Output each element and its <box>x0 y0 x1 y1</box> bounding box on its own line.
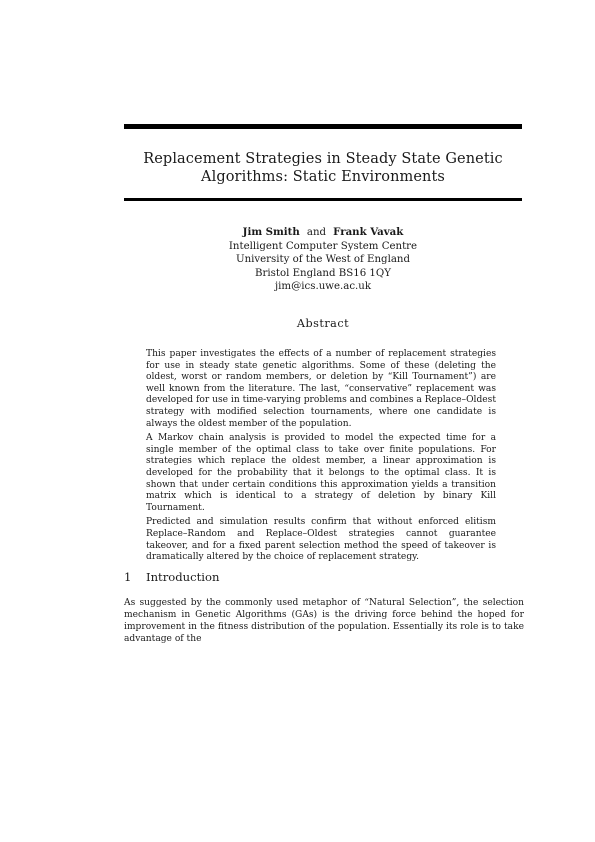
author-conjunction: and <box>306 227 327 238</box>
affiliation-line-3: Bristol England BS16 1QY <box>255 267 391 279</box>
affiliation-line-1: Intelligent Computer System Centre <box>228 240 418 252</box>
author-2: Frank Vavak <box>333 226 404 238</box>
paper-title <box>124 150 522 186</box>
section-heading-introduction <box>124 570 522 584</box>
title-line-1: Replacement Strategies in Steady State Genetic <box>143 151 503 167</box>
intro-paragraph-1: As suggested by the commonly used metaphor of “Natural Selection”, the selection mechanism in Genetic Algorithms (GAs) is the driving force behind the hoped for improvement in the fitness distribution of the population. Essentially its role is to take advantage of the <box>124 598 524 644</box>
author-names <box>124 226 522 240</box>
introduction-body <box>124 598 524 646</box>
abstract-paragraph-3: Predicted and simulation results confirm that without enforced elitism Replace–Random and Replace–Oldest strategies cannot guarantee takeover, and for a fixed parent selection method the speed of takeover is dramatically altered by the choice of replacement strategy. <box>146 517 496 563</box>
author-email: jim@ics.uwe.ac.uk <box>275 281 371 292</box>
abstract-paragraph-2: A Markov chain analysis is provided to model the expected time for a single member of the optimal class to take over finite populations. For strategies which replace the oldest member, a linear approximation is developed for the probability that it belongs to the optimal class. It is shown that under certain conditions this approximation yields a transition matrix which is identical to a strategy of deletion by binary Kill Tournament. <box>146 433 496 513</box>
title-bottom-rule <box>124 198 522 201</box>
title-line-2: Algorithms: Static Environments <box>201 169 445 185</box>
title-top-rule <box>124 124 522 129</box>
author-1: Jim Smith <box>242 226 300 238</box>
section-number: 1 <box>124 570 132 584</box>
affiliation-line-2: University of the West of England <box>235 254 410 265</box>
abstract-paragraph-1: This paper investigates the effects of a number of replacement strategies for use in steady state genetic algorithms. Some of these (deleting the oldest, worst or random members, or deletion by “Kill Tournament”) are well known from the literature. The last, “conservative” replacement was developed for use in time-varying problems and combines a Replace–Oldest strategy with modified selection tournaments, where one candidate is always the oldest member of the population. <box>146 349 496 429</box>
abstract-heading: Abstract <box>296 317 350 330</box>
abstract-body <box>146 349 496 567</box>
section-title: Introduction <box>146 570 220 584</box>
author-block <box>124 226 522 294</box>
